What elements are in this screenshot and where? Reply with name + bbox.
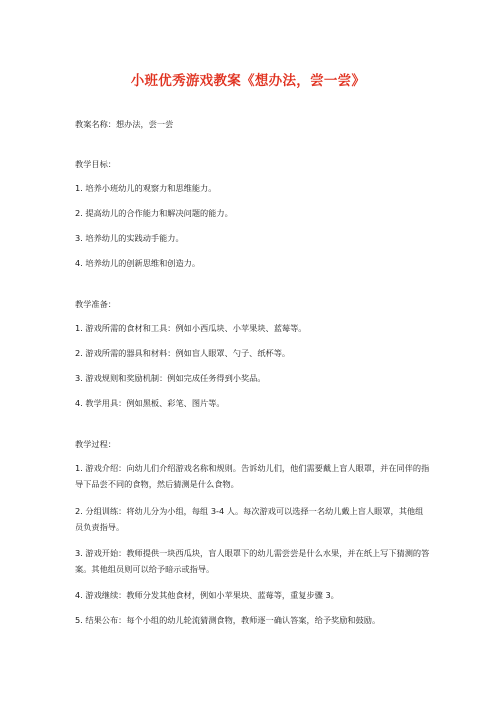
process-heading: 教学过程： bbox=[75, 439, 116, 449]
preparation-item: 4. 教学用具：例如黑板、彩笔、图片等。 bbox=[75, 398, 225, 408]
objective-item: 1. 培养小班幼儿的观察力和思维能力。 bbox=[75, 183, 217, 193]
objective-item: 3. 培养幼儿的实践动手能力。 bbox=[75, 233, 184, 243]
objective-item: 2. 提高幼儿的合作能力和解决问题的能力。 bbox=[75, 208, 233, 218]
preparation-item: 2. 游戏所需的器具和材料：例如盲人眼罩、勺子、纸杯等。 bbox=[75, 348, 291, 358]
process-item: 4. 游戏继续：教师分发其他食材，例如小苹果块、蓝莓等，重复步骤 3。 bbox=[75, 590, 339, 600]
preparation-item: 3. 游戏规则和奖励机制：例如完成任务得到小奖品。 bbox=[75, 373, 266, 383]
process-item: 3. 游戏开始：教师提供一块西瓜块，盲人眼罩下的幼儿需尝尝是什么水果，并在纸上写下猜测的答案。其他组员则可以给予暗示或指导。 bbox=[75, 548, 430, 574]
process-item: 5. 结果公布：每个小组的幼儿轮流猜测食物，教师逐一确认答案，给予奖励和鼓励。 bbox=[75, 615, 381, 625]
preparation-heading: 教学准备： bbox=[75, 299, 116, 309]
preparation-item: 1. 游戏所需的食材和工具：例如小西瓜块、小苹果块、蓝莓等。 bbox=[75, 323, 307, 333]
objective-item: 4. 培养幼儿的创新思维和创造力。 bbox=[75, 258, 201, 268]
process-item: 1. 游戏介绍：向幼儿们介绍游戏名称和规则。告诉幼儿们，他们需要戴上盲人眼罩，并在同伴的指导下品尝不同的食物，然后猜测是什么食物。 bbox=[75, 463, 430, 489]
objectives-heading: 教学目标： bbox=[75, 159, 116, 169]
process-item: 2. 分组训练：将幼儿分为小组，每组 3-4 人。每次游戏可以选择一名幼儿戴上盲人眼罩，其他组员负责指导。 bbox=[75, 506, 424, 532]
plan-name: 教案名称：想办法，尝一尝 bbox=[75, 119, 174, 129]
document-title: 小班优秀游戏教案《想办法，尝一尝》 bbox=[130, 73, 366, 89]
